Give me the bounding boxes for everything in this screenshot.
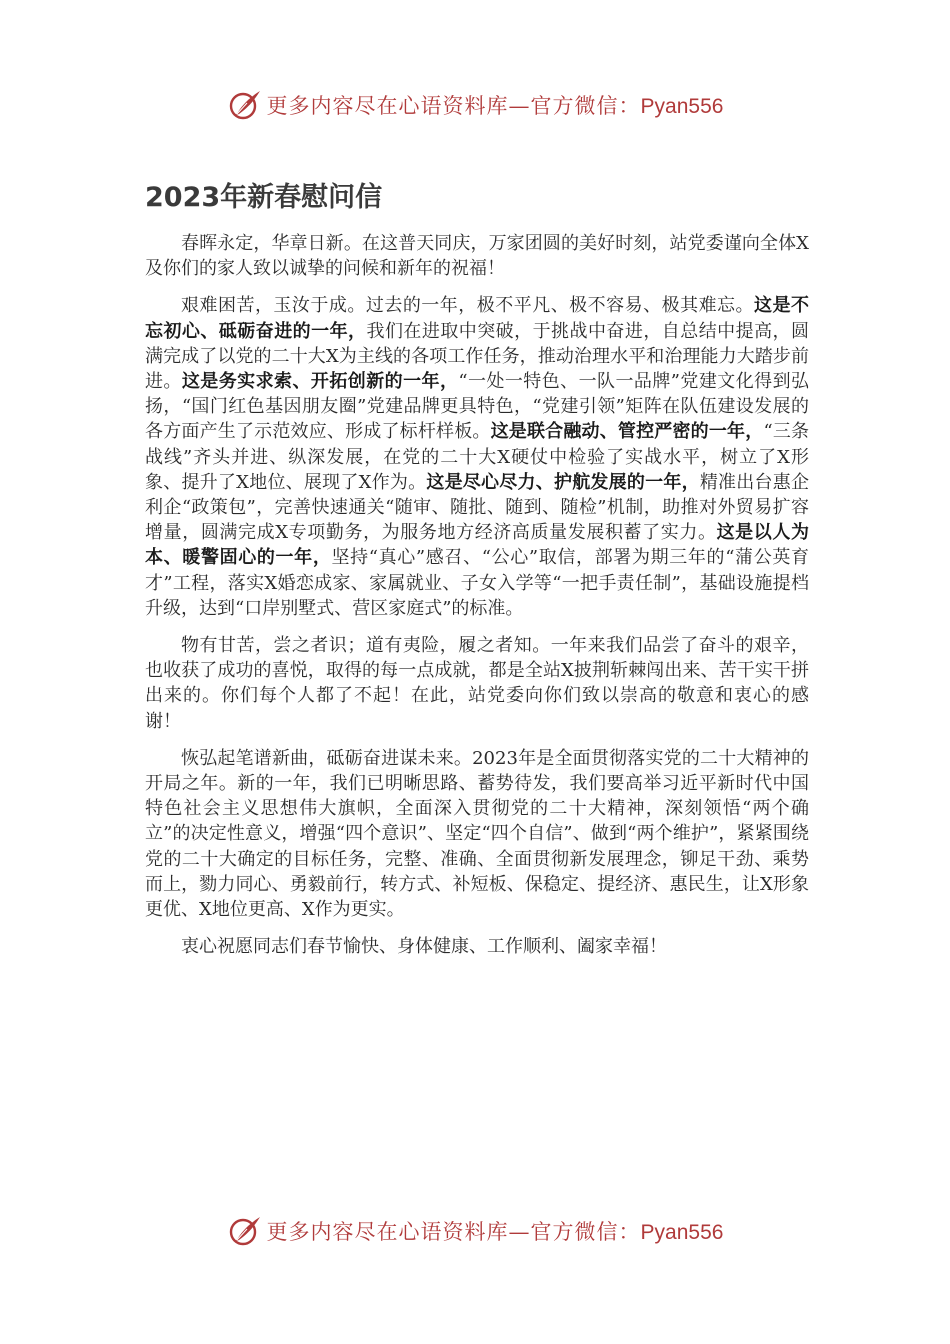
header-banner <box>0 82 950 128</box>
header-banner-text: 更多内容尽在心语资料库—官方微信：Pyan556 <box>266 94 724 118</box>
document-title: 2023年新春慰问信 <box>145 182 383 213</box>
paragraph-thanks: 物有甘苦，尝之者识；道有夷险，履之者知。一年来我们品尝了奋斗的艰辛，也收获了成功的喜悦，取得的每一点成就，都是全站X披荆斩棘闯出来、苦干实干拼出来的。你们每个人都了不起！在此，站党委向你们致以崇高的敬意和衷心的感谢！ <box>145 635 809 732</box>
letter-body <box>145 231 809 971</box>
quill-logo-icon <box>227 87 263 123</box>
paragraph-review: 艰难困苦，玉汝于成。过去的一年，极不平凡、极不容易、极其难忘。这是不忘初心、砥砺奋进的一年，我们在进取中突破，于挑战中奋进，自总结中提高，圆满完成了以党的二十大X为主线的各项工作任务，推动治理水平和治理能力大踏步前进。这是务实求索、开拓创新的一年，“一处一特色、一队一品牌”党建文化得到弘扬，“国门红色基因朋友圈”党建品牌更具特色，“党建引领”矩阵在队伍建设发展的各方面产生了示范效应、形成了标杆样板。这是联合融动、管控严密的一年，“三条战线”齐头并进、纵深发展，在党的二十大X硬仗中检验了实战水平，树立了X形象、提升了X地位、展现了X作为。这是尽心尽力、护航发展的一年，精准出台惠企利企“政策包”，完善快速通关“随审、随批、随到、随检”机制，助推对外贸易扩容增量，圆满完成X专项勤务，为服务地方经济高质量发展积蓄了实力。这是以人为本、暖警固心的一年，坚持“真心”感召、“公心”取信，部署为期三年的“蒲公英育才”工程，落实X婚恋成家、家属就业、子女入学等“一把手责任制”，基础设施提档升级，达到“口岸别墅式、营区家庭式”的标准。 <box>145 295 810 619</box>
footer-banner-text: 更多内容尽在心语资料库—官方微信：Pyan556 <box>266 1220 724 1244</box>
quill-logo-icon <box>227 1213 263 1249</box>
paragraph-wishes: 衷心祝愿同志们春节愉快、身体健康、工作顺利、阖家幸福！ <box>181 936 667 958</box>
footer-banner <box>0 1208 950 1254</box>
paragraph-greeting: 春晖永定，华章日新。在这普天同庆，万家团圆的美好时刻，站党委谨向全体X及你们的家人致以诚挚的问候和新年的祝福！ <box>145 233 809 280</box>
paragraph-outlook: 恢弘起笔谱新曲，砥砺奋进谋未来。2023年是全面贯彻落实党的二十大精神的开局之年。新的一年，我们已明晰思路、蓄势待发，我们要高举习近平新时代中国特色社会主义思想伟大旗帜，全面深入贯彻党的二十大精神，深刻领悟“两个确立”的决定性意义，增强“四个意识”、坚定“四个自信”、做到“两个维护”，紧紧围绕党的二十大确定的目标任务，完整、准确、全面贯彻新发展理念，铆足干劲、乘势而上，勠力同心、勇毅前行，转方式、补短板、保稳定、提经济、惠民生，让X形象更优、X地位更高、X作为更实。 <box>145 747 809 921</box>
